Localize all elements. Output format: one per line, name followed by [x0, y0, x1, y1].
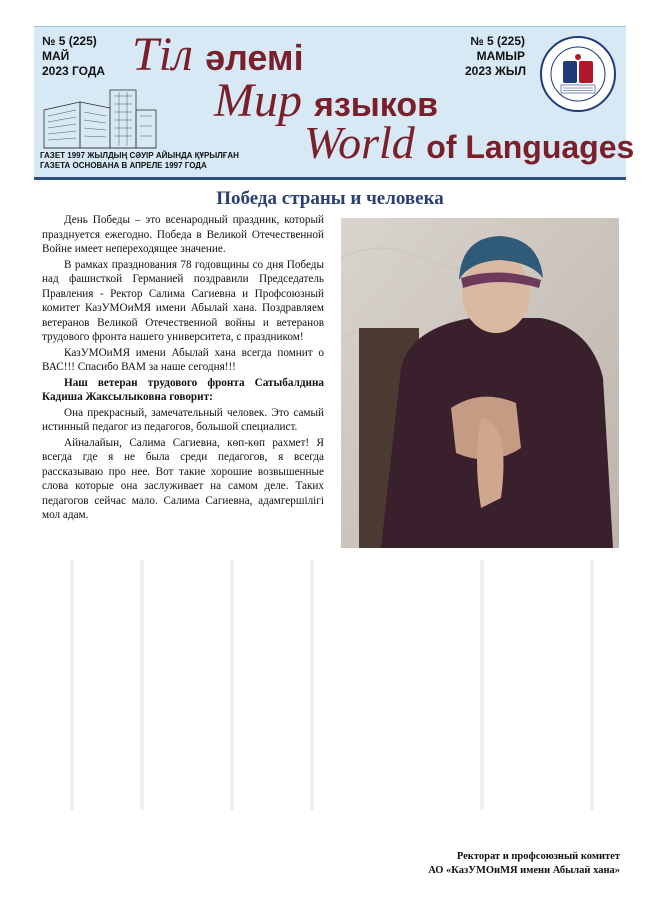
show-through-stripe: [140, 560, 144, 810]
title-english: [304, 118, 634, 172]
founded-ru: ГАЗЕТА ОСНОВАНА В АПРЕЛЕ 1997 ГОДА: [40, 161, 207, 170]
title-kazakh-script: Тіл: [132, 28, 193, 81]
issue-info-ru: [42, 34, 105, 79]
university-seal-logo: [539, 35, 617, 113]
issue-month: МАЙ: [42, 49, 70, 63]
issue-year-kz: 2023 ЖЫЛ: [465, 64, 527, 78]
article-paragraph: Айналайын, Салима Сагиевна, көп-көп рахмет! Я всегда где я не была среди педагогов, я всегда рассказываю про нее. Вот такие хорошие возвышенные слова которые она заслуживает на самом деле. Таких педагогов сейчас мало. Салима Сагиевна, адамгершілігі мол адам.: [42, 436, 324, 521]
issue-month-kz: МАМЫР: [476, 49, 525, 63]
issue-year: 2023 ГОДА: [42, 64, 106, 78]
show-through-stripe: [590, 560, 594, 810]
title-kazakh-sans: әлемі: [204, 37, 304, 78]
article-paragraph: КазУМОиМЯ имени Абылай хана всегда помнит о ВАС!!! Спасибо ВАМ за наше сегодня!!!: [42, 346, 324, 373]
masthead-rule: [34, 177, 626, 180]
veteran-photo: [341, 218, 619, 548]
show-through-stripe: [310, 560, 314, 810]
article-paragraph: Наш ветеран трудового фронта Сатыбалдина Кадиша Жаксылыковна говорит:: [42, 376, 324, 403]
issue-number: № 5 (225): [42, 34, 97, 48]
footer-line-1: Ректорат и профсоюзный комитет: [456, 851, 620, 862]
title-russian-script: Мир: [214, 74, 302, 127]
issue-number-kz: № 5 (225): [470, 34, 525, 48]
article-paragraph: В рамках празднования 78 годовщины со дня Победы над фашисткой Германией поздравили Председатель Правления - Ректор Салима Сагиевна и Профсоюзный комитет КазУМОиМЯ имени Абылай хана. Поздравляем ветеранов Великой Отечественной войны и ветеранов трудового фронта нашего университета, с праздником!: [42, 258, 324, 343]
footer-signature: [428, 850, 620, 878]
show-through-stripe: [480, 560, 484, 810]
article-body: [42, 213, 324, 524]
title-english-script: World: [304, 117, 415, 168]
article-headline: Победа страны и человека: [216, 188, 444, 209]
founded-kz: ГАЗЕТ 1997 ЖЫЛДЫҢ СӘУІР АЙЫНДА ҚҰРЫЛҒАН: [40, 151, 239, 160]
title-english-sans: of Languages: [426, 129, 635, 165]
title-russian-sans: языков: [313, 86, 438, 124]
issue-info-kz: [465, 34, 525, 79]
show-through-stripe: [230, 560, 234, 810]
university-building-illustration: [40, 80, 160, 152]
article-paragraph: День Победы – это всенародный праздник, который празднуется ежегодно. Победа в Великой Отечественной Войне имеет непереходящее значение.: [42, 214, 324, 255]
founded-info: [40, 151, 239, 171]
footer-line-2: АО «КазУМОиМЯ имени Абылай хана»: [428, 865, 620, 876]
show-through-stripe: [70, 560, 74, 810]
article-paragraph: Она прекрасный, замечательный человек. Это самый истинный педагог из педагогов, большой специалист.: [42, 406, 324, 433]
